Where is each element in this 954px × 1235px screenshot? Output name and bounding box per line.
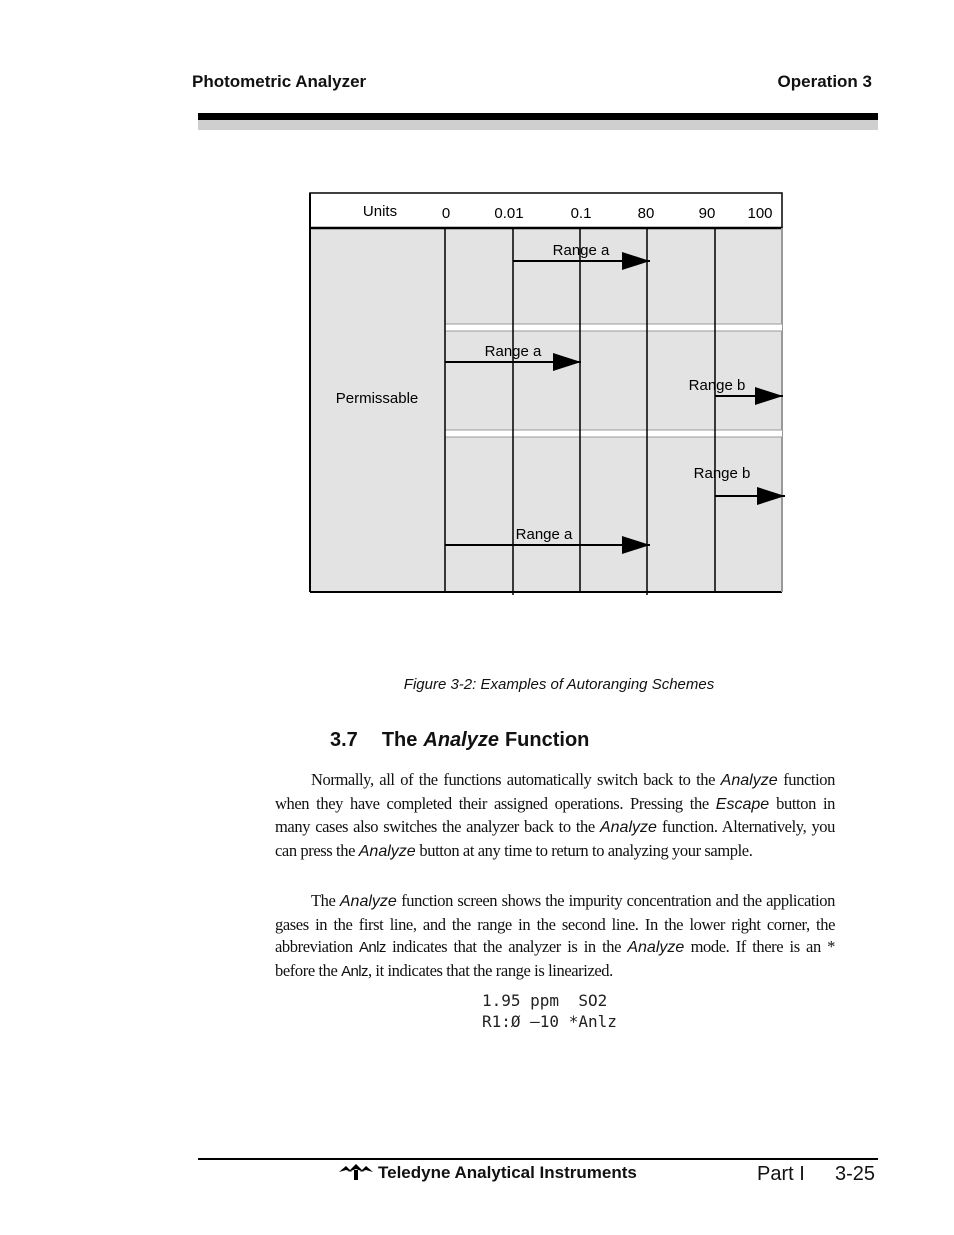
range-label: Range a	[552, 242, 610, 259]
tick-label: 100	[747, 205, 773, 222]
section-title-post: Function	[504, 729, 590, 751]
display-line-1: 1.95 ppm SO2	[482, 991, 608, 1010]
range-label: Range a	[484, 343, 542, 360]
section-title-italic: Analyze	[423, 729, 499, 751]
autoranging-figure	[300, 185, 800, 605]
header-rule-dark	[198, 113, 878, 120]
running-header-chapter: Operation 3	[777, 72, 872, 91]
body-paragraph: Normally, all of the functions automatically switch back to the Analyze function when they have completed their assigned operations. Pressing the Escape button in many cases also switches the analyzer back to the Analyze function. Alternatively, you can press the Analyze button at any time to return to analyzing your sample.	[275, 770, 835, 860]
tick-label: 0.1	[570, 205, 592, 222]
running-header-title: Photometric Analyzer	[192, 72, 367, 91]
range-label: Range b	[693, 465, 751, 482]
footer-part: Part I	[757, 1163, 805, 1185]
range-label: Range b	[688, 377, 746, 394]
teledyne-logo-icon	[338, 1163, 374, 1181]
tick-label: 0	[441, 205, 451, 222]
footer-company: Teledyne Analytical Instruments	[378, 1163, 637, 1182]
analyzer-display-example	[482, 990, 617, 1032]
units-label: Units	[362, 203, 398, 220]
tick-label: 0.01	[494, 205, 524, 222]
header-rule-light	[198, 120, 878, 130]
footer-page-number: 3-25	[835, 1163, 876, 1185]
tick-label: 80	[637, 205, 655, 222]
display-line-2: R1:Ø —10 *Anlz	[482, 1012, 617, 1031]
footer-rule	[198, 1158, 878, 1160]
section-title-pre: The	[381, 729, 418, 751]
tick-label: 90	[698, 205, 716, 222]
range-label: Range a	[515, 526, 573, 543]
section-heading	[330, 729, 589, 752]
section-number: 3.7	[330, 729, 358, 751]
figure-caption: Figure 3-2: Examples of Autoranging Schemes	[403, 676, 715, 693]
body-paragraph: The Analyze function screen shows the impurity concentration and the application gases in the first line, and the range in the second line. In the lower right corner, the abbreviation Anlz indicates that the analyzer is in the Analyze mode. If there is an * before the Anlz, it indicates that the range is linearized.	[275, 891, 835, 980]
permissable-label: Permissable	[335, 390, 419, 407]
